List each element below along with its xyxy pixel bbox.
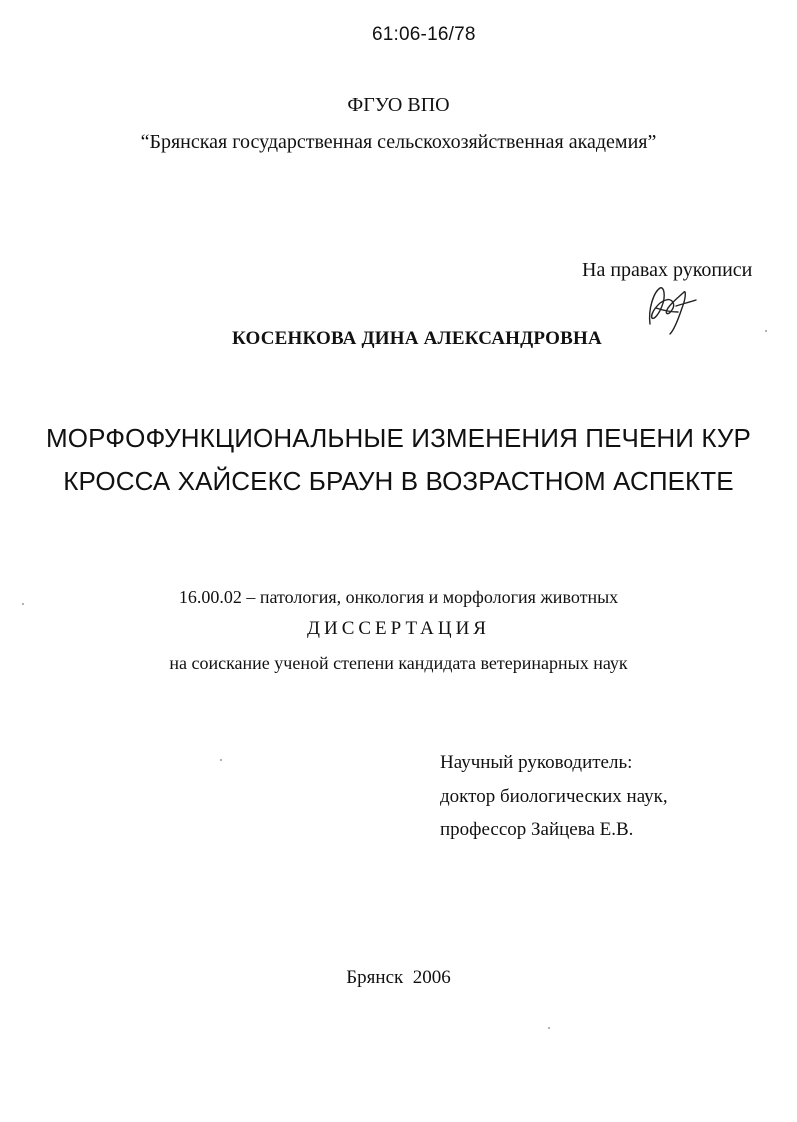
city: Брянск	[346, 967, 404, 988]
scan-speck	[765, 330, 767, 332]
scan-speck	[22, 603, 24, 605]
scan-speck	[220, 759, 222, 761]
academy-name: “Брянская государственная сельскохозяйственная академия”	[140, 131, 657, 153]
degree-statement: на соискание ученой степени кандидата ветеринарных наук	[169, 653, 628, 673]
supervisor-label: Научный руководитель:	[440, 752, 633, 773]
organization: ФГУО ВПО	[347, 94, 450, 116]
signature-icon	[640, 278, 700, 340]
specialty: 16.00.02 – патология, онкология и морфология животных	[178, 587, 619, 607]
document-code: 61:06-16/78	[372, 24, 476, 45]
document-type: ДИССЕРТАЦИЯ	[307, 618, 490, 639]
supervisor-degree: доктор биологических наук,	[440, 786, 668, 807]
supervisor-name: профессор Зайцева Е.В.	[440, 819, 634, 840]
place-and-year	[0, 967, 797, 989]
author-name: КОСЕНКОВА ДИНА АЛЕКСАНДРОВНА	[232, 328, 602, 349]
title-line-1: МОРФОФУНКЦИОНАЛЬНЫЕ ИЗМЕНЕНИЯ ПЕЧЕНИ КУР	[46, 423, 751, 453]
rights-note: На правах рукописи	[582, 259, 753, 281]
scan-speck	[548, 1027, 550, 1029]
year: 2006	[412, 967, 451, 988]
title-line-2: КРОССА ХАЙСЕКС БРАУН В ВОЗРАСТНОМ АСПЕКТЕ	[63, 466, 734, 496]
